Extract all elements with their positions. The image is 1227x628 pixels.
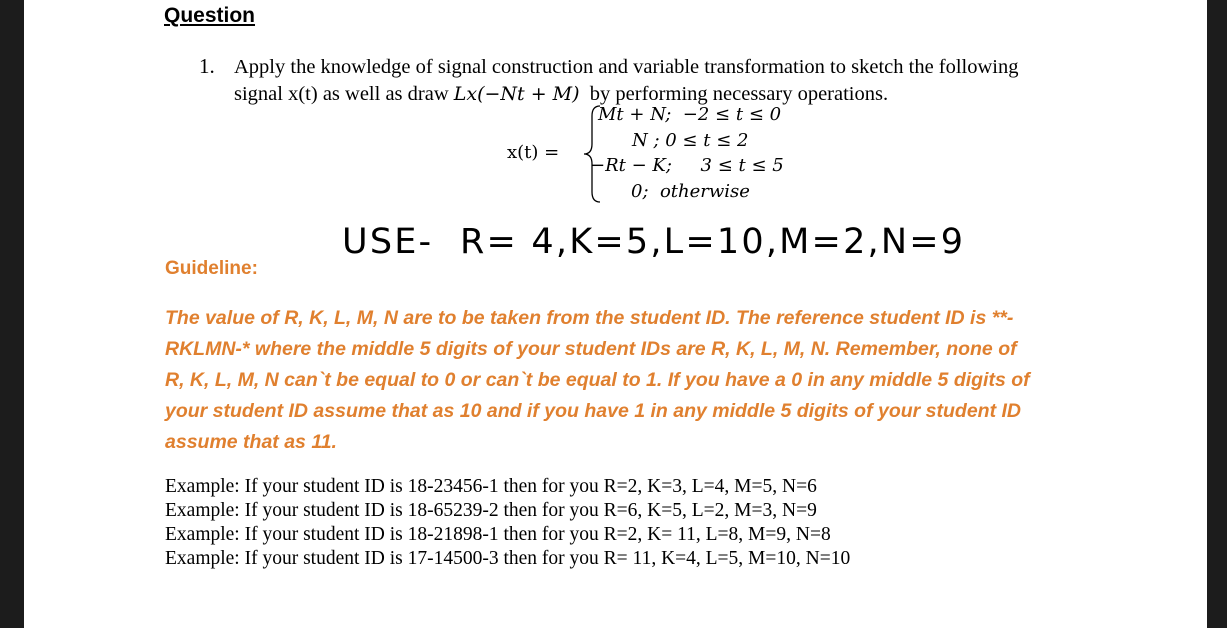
piecewise-case-4: 0; otherwise <box>631 181 750 202</box>
guideline-line: The value of R, K, L, M, N are to be taken from the student ID. The reference student ID is **- <box>165 307 1014 329</box>
guideline-body <box>165 303 1095 458</box>
example-line: Example: If your student ID is 17-14500-3 then for you R= 11, K=4, L=5, M=10, N=10 <box>165 548 851 569</box>
guideline-line: RKLMN-* where the middle 5 digits of your student IDs are R, K, L, M, N. Remember, none of <box>165 338 1017 360</box>
use-values-line: USE- R= 4,K=5,L=10,M=2,N=9 <box>342 222 966 262</box>
piecewise-case-1: Mt + N; −2 ≤ t ≤ 0 <box>598 104 782 125</box>
example-line: Example: If your student ID is 18-23456-1 then for you R=2, K=3, L=4, M=5, N=6 <box>165 476 817 497</box>
piecewise-case-3: −Rt − K; 3 ≤ t ≤ 5 <box>590 155 784 176</box>
examples-list <box>165 475 850 571</box>
question-line2-suffix: by performing necessary operations. <box>579 83 889 105</box>
guideline-line: R, K, L, M, N can`t be equal to 0 or can`t be equal to 1. If you have a 0 in any middle 5 digits of <box>165 369 1030 391</box>
guideline-heading: Guideline: <box>165 258 258 279</box>
question-line1: Apply the knowledge of signal construction and variable transformation to sketch the following <box>234 56 1019 78</box>
question-heading: Question <box>164 4 256 27</box>
piecewise-case-2: N ; 0 ≤ t ≤ 2 <box>632 130 749 151</box>
question-line2-math: Lx(−Nt + M) <box>453 83 580 105</box>
piecewise-label: x(t) = <box>507 142 560 163</box>
guideline-line: assume that as 11. <box>165 431 337 453</box>
question-text <box>234 54 1114 108</box>
document-page <box>24 0 1207 628</box>
example-line: Example: If your student ID is 18-65239-2 then for you R=6, K=5, L=2, M=3, N=9 <box>165 500 817 521</box>
question-number: 1. <box>199 54 215 78</box>
question-line2-prefix: signal x(t) as well as draw <box>234 83 454 105</box>
guideline-line: your student ID assume that as 10 and if you have 1 in any middle 5 digits of your student ID <box>165 400 1022 422</box>
example-line: Example: If your student ID is 18-21898-1 then for you R=2, K= 11, L=8, M=9, N=8 <box>165 524 831 545</box>
